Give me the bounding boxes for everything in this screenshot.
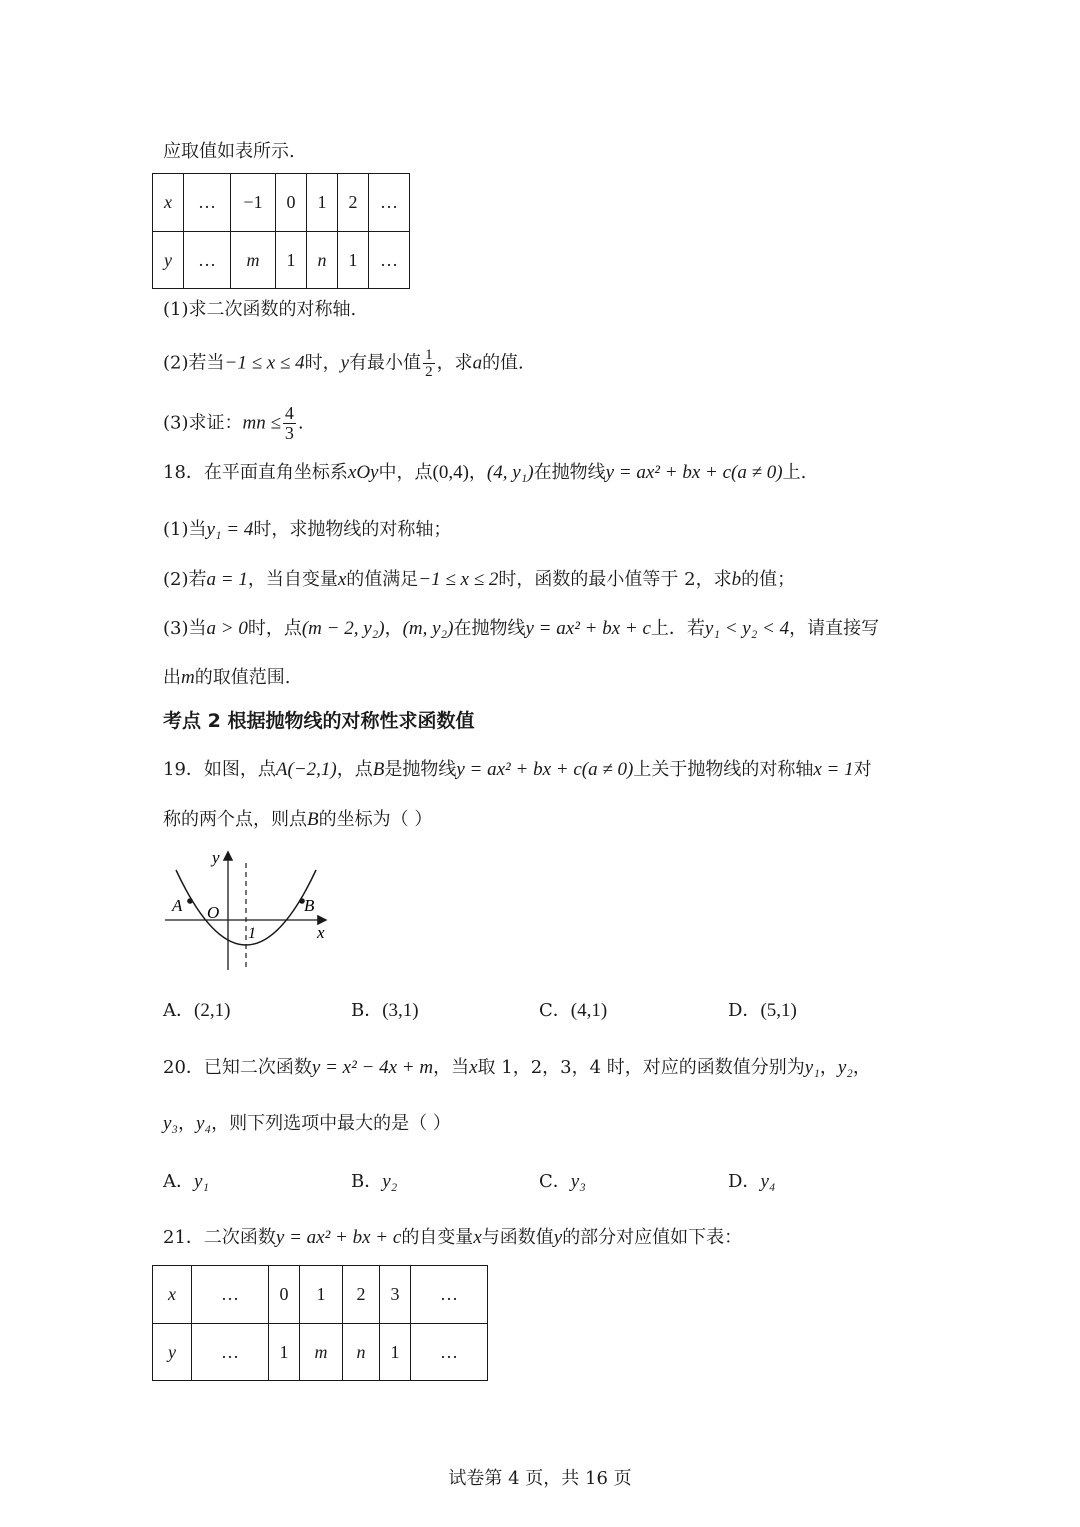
q17-part-1-text: (1)求二次函数的对称轴. — [163, 299, 357, 320]
text: ， — [852, 1057, 871, 1078]
table-cell: … — [369, 174, 410, 232]
numerator: 1 — [425, 347, 433, 363]
text: 称的两个点，则点 — [163, 809, 307, 830]
text: 时，点 — [247, 618, 302, 639]
math: y = ax² + bx + c — [275, 1227, 402, 1248]
text: ， — [384, 618, 403, 639]
text: 出 — [163, 667, 181, 688]
table-cell: … — [411, 1266, 488, 1324]
a-label: A — [172, 896, 183, 915]
text: 取 1，2，3，4 时，对应的函数值分别为 — [477, 1057, 805, 1078]
q18-part-1 — [163, 518, 451, 542]
q19-option-d[interactable] — [728, 999, 797, 1023]
table-cell: n — [307, 232, 338, 289]
denominator: 3 — [284, 423, 294, 443]
table-cell: 1 — [269, 1324, 300, 1381]
table-cell: … — [184, 232, 231, 289]
text: 的取值范围. — [194, 667, 291, 688]
text: (2)若当 — [163, 352, 225, 374]
option-value: y₄ — [760, 1171, 776, 1192]
table-cell: y — [153, 232, 184, 289]
table-cell: n — [343, 1324, 380, 1381]
q17-part-1 — [163, 298, 356, 322]
table-cell: 2 — [338, 174, 369, 232]
q18-stem — [163, 461, 806, 485]
math: x — [337, 569, 347, 590]
fraction — [423, 347, 435, 380]
math: mn ≤ — [242, 412, 281, 434]
math: (a ≠ 0) — [581, 759, 634, 780]
q17-tail-text: 应取值如表所示. — [163, 141, 295, 162]
q20-stem-cont — [163, 1112, 451, 1136]
text: 上关于抛物线的对称轴 — [633, 759, 814, 780]
option-value: (4,1) — [570, 1000, 608, 1021]
q17-part-3 — [163, 404, 304, 443]
option-label: A． — [163, 1171, 194, 1192]
text: 21．二次函数 — [163, 1227, 276, 1248]
x-label: x — [317, 923, 325, 942]
math: y₁ — [804, 1057, 820, 1078]
table-cell: 1 — [276, 232, 307, 289]
option-label: D． — [728, 1171, 761, 1192]
q19-option-b[interactable] — [351, 999, 419, 1023]
math: b — [731, 569, 742, 590]
math: y₂ — [837, 1057, 853, 1078]
math: −1 ≤ x ≤ 4 — [224, 352, 305, 374]
b-label: B — [304, 896, 315, 915]
math: (a ≠ 0) — [731, 462, 783, 483]
math: a — [472, 352, 483, 374]
table-cell: … — [369, 232, 410, 289]
option-value: (3,1) — [382, 1000, 419, 1021]
table-cell: 0 — [276, 174, 307, 232]
tick-label: 1 — [248, 925, 256, 942]
math: y — [340, 352, 350, 374]
denominator: 2 — [425, 364, 433, 380]
text: ， — [468, 462, 487, 483]
text: ，则下列选项中最大的是（ ） — [211, 1113, 451, 1134]
table-cell: 1 — [307, 174, 338, 232]
math: y — [553, 1227, 563, 1248]
table-cell: x — [153, 1266, 192, 1324]
q19-stem-cont — [163, 808, 432, 832]
q20-option-d[interactable] — [728, 1170, 775, 1194]
text: 的自变量 — [401, 1227, 474, 1248]
text: 的值满足 — [346, 569, 419, 590]
text: 时，函数的最小值等于 2，求 — [498, 569, 732, 590]
numerator: 4 — [284, 403, 294, 423]
table-cell: … — [192, 1266, 269, 1324]
math: a = 1 — [206, 569, 248, 590]
math: (m − 2, y₂) — [301, 618, 385, 639]
table-cell: 0 — [269, 1266, 300, 1324]
q19-option-a[interactable] — [163, 999, 230, 1023]
point-a — [187, 898, 193, 904]
fraction — [283, 404, 296, 443]
text: 对 — [853, 759, 872, 780]
table-cell: x — [153, 174, 184, 232]
text: ， — [819, 1057, 838, 1078]
q18-part-3-cont — [163, 666, 290, 690]
q20-option-b[interactable] — [351, 1170, 397, 1194]
math: y = ax² + bx + c — [525, 618, 651, 639]
text: 的坐标为（ ） — [318, 809, 433, 830]
math: A(−2,1) — [275, 759, 337, 780]
text: 的值； — [741, 569, 796, 590]
text: 20．已知二次函数 — [163, 1057, 312, 1078]
option-label: A． — [163, 1000, 194, 1021]
math: y₁ = 4 — [206, 519, 254, 540]
q17-part-2 — [163, 347, 524, 380]
option-label: D． — [728, 1000, 761, 1021]
text: 上. — [782, 462, 807, 483]
text: ，当自变量 — [247, 569, 338, 590]
table-cell: … — [184, 174, 231, 232]
text: (3)当 — [163, 618, 207, 639]
parabola-figure — [160, 845, 350, 975]
option-label: B． — [351, 1171, 383, 1192]
q18-part-2 — [163, 568, 795, 592]
table-cell: … — [411, 1324, 488, 1381]
table-cell: 1 — [300, 1266, 343, 1324]
math: y = ax² + bx + c — [456, 759, 582, 780]
table-cell: −1 — [231, 174, 276, 232]
text: 的值. — [482, 352, 524, 374]
math: y₄ — [196, 1113, 212, 1134]
math: (4, y₁) — [486, 462, 534, 483]
text: ，点 — [336, 759, 373, 780]
q17-tail — [163, 140, 295, 164]
text: 有最小值 — [349, 352, 422, 374]
text: ，请直接写 — [789, 618, 880, 639]
table-cell: 2 — [343, 1266, 380, 1324]
math: B — [372, 759, 385, 780]
math: x — [469, 1057, 478, 1078]
value-table-2 — [152, 1265, 488, 1381]
text: 在抛物线 — [533, 462, 606, 483]
table-row — [153, 174, 410, 232]
text: 19．如图，点 — [163, 759, 276, 780]
math: x = 1 — [813, 759, 854, 780]
option-value: y₂ — [382, 1171, 398, 1192]
q20-stem — [163, 1056, 871, 1080]
math: (0,4) — [432, 462, 469, 483]
text: 时，求抛物线的对称轴； — [253, 519, 452, 540]
text: 18．在平面直角坐标系 — [163, 462, 348, 483]
text: 是抛物线 — [384, 759, 457, 780]
math: −1 ≤ x ≤ 2 — [418, 569, 499, 590]
text: 在抛物线 — [453, 618, 526, 639]
option-value: (5,1) — [760, 1000, 797, 1021]
math: y₃ — [163, 1113, 179, 1134]
text: ，当 — [433, 1057, 470, 1078]
table-cell: 3 — [380, 1266, 411, 1324]
text: ， — [178, 1113, 197, 1134]
text: (3)求证： — [163, 412, 243, 434]
origin-label: O — [207, 903, 220, 922]
table-cell: m — [231, 232, 276, 289]
table-cell: 1 — [338, 232, 369, 289]
math: xOy — [347, 462, 379, 483]
math: B — [307, 809, 319, 830]
math: a > 0 — [206, 618, 248, 639]
q21-stem — [163, 1226, 742, 1250]
q19-stem — [163, 758, 872, 782]
text: 上．若 — [650, 618, 705, 639]
table-cell: 1 — [380, 1324, 411, 1381]
option-label: C． — [539, 1000, 571, 1021]
text: . — [297, 412, 304, 434]
option-value: y₁ — [194, 1171, 210, 1192]
math: m — [181, 667, 195, 688]
y-label: y — [212, 848, 220, 867]
text: 的部分对应值如下表： — [562, 1227, 743, 1248]
option-value: y₃ — [570, 1171, 586, 1192]
text: (1)当 — [163, 519, 207, 540]
q19-option-c[interactable] — [539, 999, 607, 1023]
table-cell: … — [192, 1324, 269, 1381]
q18-part-3 — [163, 617, 879, 641]
q20-option-a[interactable] — [163, 1170, 209, 1194]
text: 与函数值 — [481, 1227, 554, 1248]
page-footer: 试卷第 4 页，共 16 页 — [448, 1468, 632, 1489]
section-title: 考点 2 根据抛物线的对称性求函数值 — [163, 710, 475, 732]
text: 时， — [304, 352, 341, 374]
math: y = ax² + bx + c — [605, 462, 732, 483]
table-row — [153, 1324, 488, 1381]
math: x — [473, 1227, 482, 1248]
option-label: C． — [539, 1171, 571, 1192]
option-value: (2,1) — [194, 1000, 231, 1021]
table-row — [153, 232, 410, 289]
math: (m, y₂) — [402, 618, 454, 639]
math: y₁ < y₂ < 4 — [704, 618, 790, 639]
text: (2)若 — [163, 569, 207, 590]
math: y = x² − 4x + m — [311, 1057, 434, 1078]
text: 中，点 — [378, 462, 433, 483]
text: ，求 — [436, 352, 473, 374]
table-cell: y — [153, 1324, 192, 1381]
table-cell: m — [300, 1324, 343, 1381]
option-label: B． — [351, 1000, 383, 1021]
q20-option-c[interactable] — [539, 1170, 586, 1194]
value-table-1 — [152, 173, 410, 289]
table-row — [153, 1266, 488, 1324]
